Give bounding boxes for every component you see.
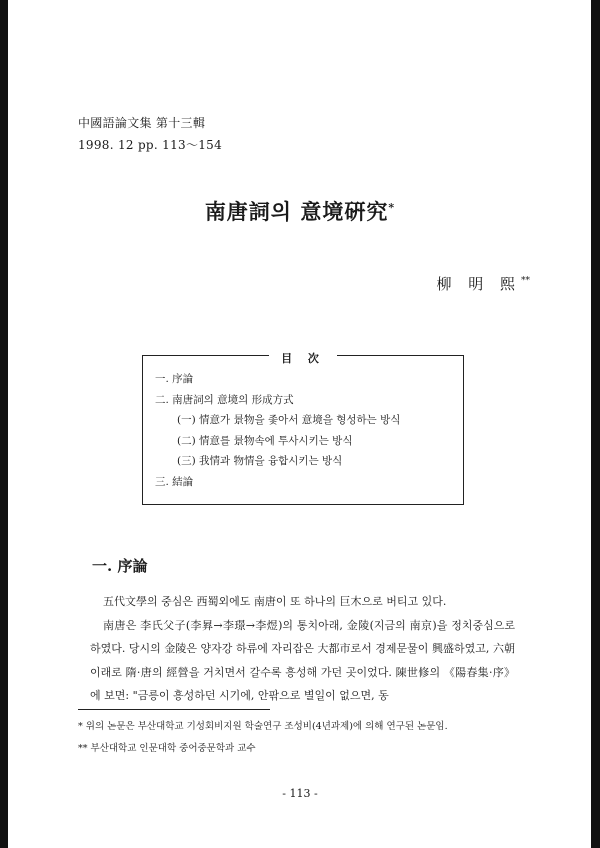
paper-title (0, 196, 600, 226)
paper-title-text: 南唐詞의 意境硏究 (204, 199, 389, 224)
scan-edge-right (591, 0, 600, 848)
journal-issue: 1998. 12 pp. 113～154 (78, 138, 223, 152)
footnote: ** 부산대학교 인문대학 중어중문학과 교수 (78, 743, 256, 754)
toc-item: 一. 序論 (155, 373, 194, 385)
journal-name: 中國語論文集 第十三輯 (78, 116, 206, 130)
scan-edge-left (0, 0, 8, 848)
section-heading: 一. 序論 (92, 557, 148, 575)
footnote: * 위의 논문은 부산대학교 기성회비지원 학술연구 조성비(4년과제)에 의해 연구된 논문임. (78, 721, 448, 732)
toc-item: (一) 情意가 景物을 좇아서 意境을 형성하는 방식 (177, 414, 401, 426)
table-of-contents (142, 352, 464, 505)
toc-heading: 目 次 (269, 352, 337, 365)
toc-item: (二) 情意를 景物속에 투사시키는 방식 (177, 434, 353, 447)
title-footnote-mark: * (388, 201, 396, 214)
paragraph: 南唐은 李氏父子(李昪→李璟→李煜)의 통치아래, 金陵(지금의 南京)을 정치중심으로 하였다. 당시의 金陵은 양자강 하류에 자리잡은 大都市로서 경제문물이 興盛하였고, 六朝이래로 隋·唐의 經營을 거치면서 갈수록 흥성해 가던 곳이었다. 陳世修의 《陽春集·序》에 보면: "금릉이 흥성하던 시기에, 안팎으로 별일이 없으면, 동 (90, 618, 515, 702)
footnote-divider (78, 709, 270, 710)
toc-item: 三. 結論 (155, 475, 194, 488)
toc-item: 二. 南唐詞의 意境의 形成方式 (155, 393, 294, 406)
author-name: 柳 明 熙 (436, 275, 521, 293)
body-text (90, 590, 515, 708)
page-number: - 113 - (282, 787, 318, 800)
journal-info (78, 112, 222, 156)
toc-item: (三) 我情과 物情을 융합시키는 방식 (177, 455, 343, 467)
paragraph: 五代文學의 중심은 西蜀외에도 南唐이 또 하나의 巨木으로 버티고 있다. (103, 595, 447, 608)
toc-list (155, 369, 400, 492)
author (436, 273, 530, 294)
author-footnote-mark: ** (521, 276, 530, 286)
